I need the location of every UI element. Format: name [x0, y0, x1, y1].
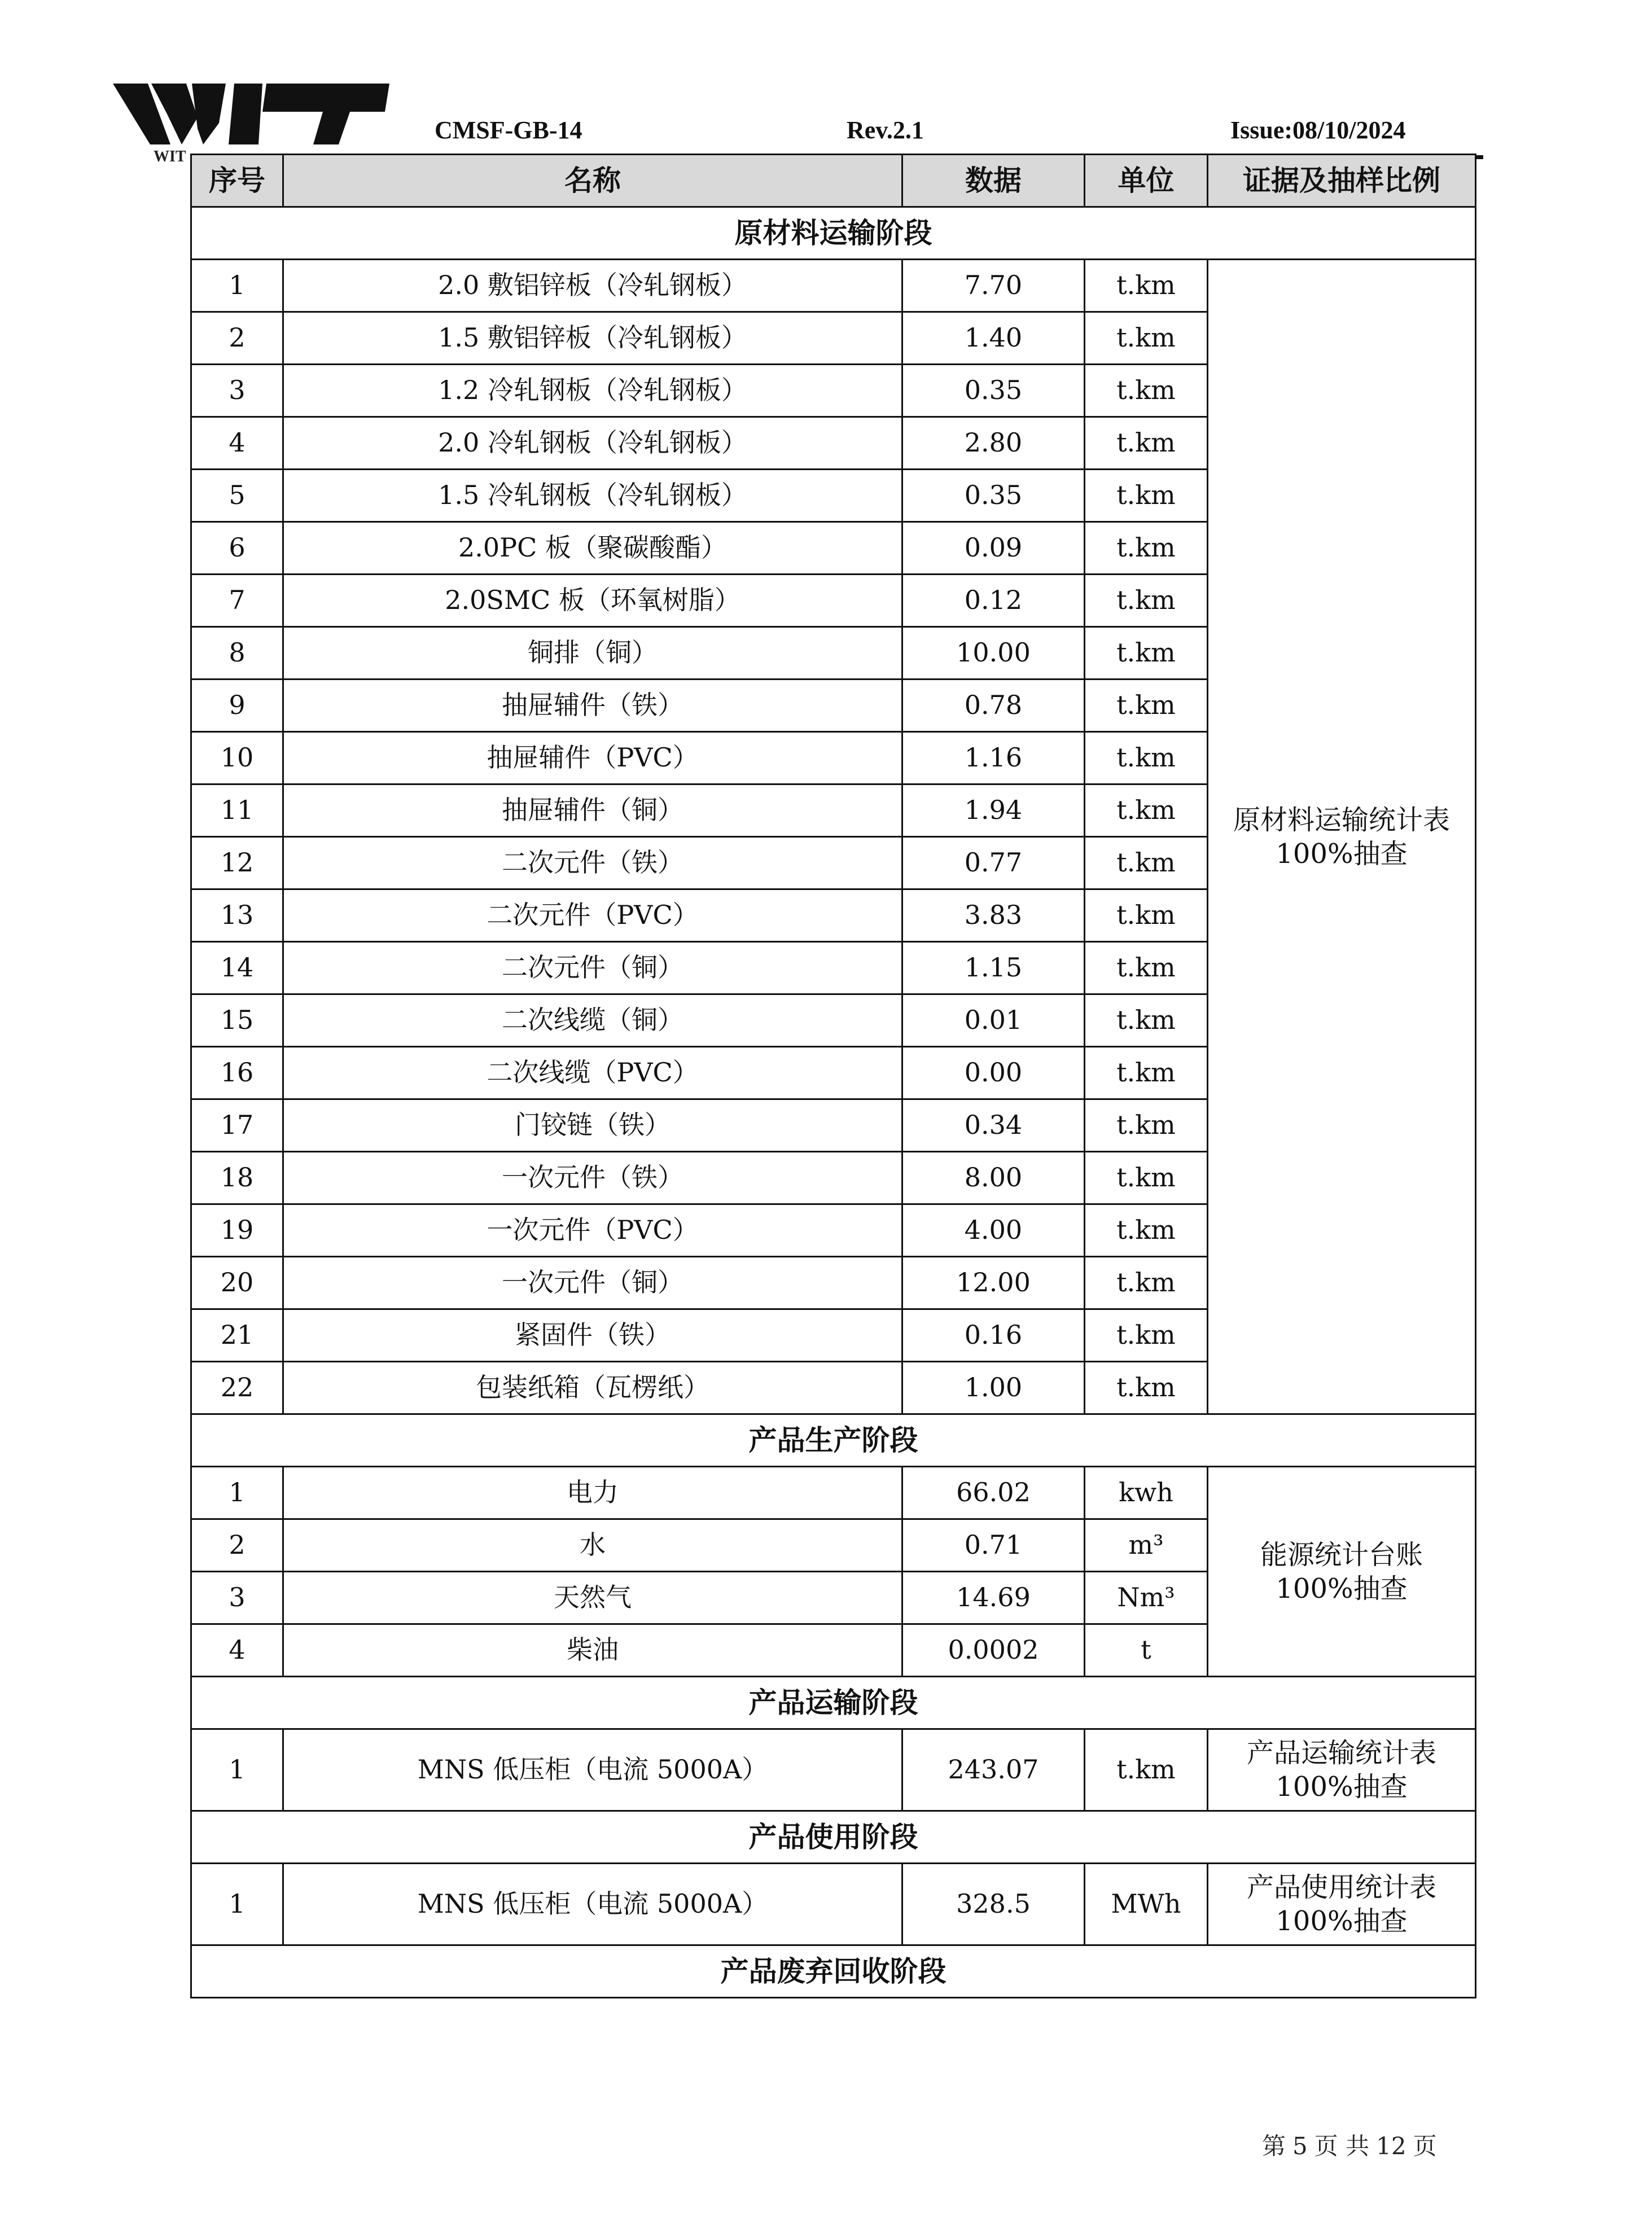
item-value: 0.16 [902, 1309, 1085, 1362]
item-value: 3.83 [902, 889, 1085, 942]
item-name: MNS 低压柜（电流 5000A） [283, 1729, 902, 1811]
item-value: 243.07 [902, 1729, 1085, 1811]
evidence-cell [1208, 1729, 1476, 1811]
item-value: 0.71 [902, 1519, 1085, 1572]
row-number: 1 [191, 1864, 283, 1945]
item-value: 4.00 [902, 1204, 1085, 1257]
item-name: 二次元件（铁） [283, 837, 902, 889]
issue-date: Issue:08/10/2024 [1230, 116, 1406, 144]
evidence-cell [1208, 260, 1476, 1414]
item-name: 1.5 冷轧钢板（冷轧钢板） [283, 470, 902, 522]
row-number: 7 [191, 575, 283, 627]
item-name: 柴油 [283, 1624, 902, 1677]
item-name: 天然气 [283, 1572, 902, 1624]
row-number: 15 [191, 994, 283, 1047]
stage-row [191, 1811, 1476, 1864]
item-unit: m³ [1085, 1519, 1208, 1572]
row-number: 21 [191, 1309, 283, 1362]
page-footer [1259, 2128, 1440, 2162]
footer-suffix: 页 [1413, 2132, 1437, 2160]
item-name: 一次元件（铁） [283, 1152, 902, 1204]
item-unit: t.km [1085, 994, 1208, 1047]
revision-label: Rev.2.1 [847, 116, 924, 144]
evidence-line: 100%抽查 [1276, 1572, 1408, 1605]
item-value: 1.16 [902, 732, 1085, 784]
page-number: 5 [1292, 2132, 1308, 2160]
row-number: 20 [191, 1257, 283, 1309]
item-name: 抽屉辅件（铜） [283, 784, 902, 837]
item-name: 门铰链（铁） [283, 1099, 902, 1152]
evidence-line: 产品运输统计表 [1246, 1737, 1436, 1769]
item-unit: t.km [1085, 575, 1208, 627]
evidence-line: 产品使用统计表 [1246, 1871, 1436, 1903]
item-unit: t.km [1085, 1152, 1208, 1204]
item-value: 0.35 [902, 470, 1085, 522]
table-body [191, 207, 1476, 1998]
item-value: 0.12 [902, 575, 1085, 627]
item-name: 水 [283, 1519, 902, 1572]
item-value: 1.94 [902, 784, 1085, 837]
item-unit: MWh [1085, 1864, 1208, 1945]
item-value: 0.01 [902, 994, 1085, 1047]
item-value: 0.0002 [902, 1624, 1085, 1677]
total-pages: 12 [1376, 2132, 1406, 2160]
footer-middle: 页 共 [1314, 2132, 1370, 2160]
item-unit: t.km [1085, 627, 1208, 680]
table-row [191, 260, 1476, 312]
item-unit: t.km [1085, 1099, 1208, 1152]
item-name: 2.0SMC 板（环氧树脂） [283, 575, 902, 627]
row-number: 14 [191, 942, 283, 994]
item-value: 0.09 [902, 522, 1085, 575]
row-number: 2 [191, 312, 283, 365]
item-name: 电力 [283, 1467, 902, 1519]
row-number: 17 [191, 1099, 283, 1152]
item-name: 2.0 敷铝锌板（冷轧钢板） [283, 260, 902, 312]
item-value: 12.00 [902, 1257, 1085, 1309]
table-row [191, 1729, 1476, 1811]
row-number: 1 [191, 260, 283, 312]
row-number: 1 [191, 1729, 283, 1811]
item-name: 二次线缆（铜） [283, 994, 902, 1047]
item-name: 包装纸箱（瓦楞纸） [283, 1362, 902, 1414]
evidence-cell [1208, 1467, 1476, 1677]
item-unit: t [1085, 1624, 1208, 1677]
item-value: 0.34 [902, 1099, 1085, 1152]
item-unit: t.km [1085, 470, 1208, 522]
stage-row [191, 1414, 1476, 1467]
footer-prefix: 第 [1262, 2132, 1286, 2160]
row-number: 6 [191, 522, 283, 575]
logo-subtext: WIT [154, 148, 186, 165]
row-number: 11 [191, 784, 283, 837]
item-unit: t.km [1085, 312, 1208, 365]
item-value: 0.00 [902, 1047, 1085, 1099]
item-unit: t.km [1085, 522, 1208, 575]
stage-title: 原材料运输阶段 [191, 207, 1476, 260]
item-value: 1.15 [902, 942, 1085, 994]
item-name: MNS 低压柜（电流 5000A） [283, 1864, 902, 1945]
item-unit: t.km [1085, 837, 1208, 889]
item-value: 0.35 [902, 365, 1085, 417]
item-unit: t.km [1085, 1047, 1208, 1099]
item-unit: t.km [1085, 1257, 1208, 1309]
item-name: 一次元件（PVC） [283, 1204, 902, 1257]
item-value: 7.70 [902, 260, 1085, 312]
evidence-line: 100%抽查 [1276, 838, 1408, 870]
row-number: 4 [191, 1624, 283, 1677]
col-header-unit: 单位 [1085, 155, 1208, 207]
row-number: 2 [191, 1519, 283, 1572]
item-name: 二次线缆（PVC） [283, 1047, 902, 1099]
evidence-line: 能源统计台账 [1260, 1539, 1423, 1571]
stage-title: 产品废弃回收阶段 [191, 1945, 1476, 1998]
item-value: 0.78 [902, 680, 1085, 732]
row-number: 16 [191, 1047, 283, 1099]
item-unit: t.km [1085, 260, 1208, 312]
evidence-line: 100%抽查 [1276, 1771, 1408, 1803]
item-name: 二次元件（PVC） [283, 889, 902, 942]
item-value: 1.00 [902, 1362, 1085, 1414]
row-number: 13 [191, 889, 283, 942]
item-value: 66.02 [902, 1467, 1085, 1519]
item-value: 328.5 [902, 1864, 1085, 1945]
stage-row [191, 207, 1476, 260]
item-unit: t.km [1085, 417, 1208, 470]
item-name: 2.0 冷轧钢板（冷轧钢板） [283, 417, 902, 470]
item-unit: t.km [1085, 889, 1208, 942]
evidence-cell [1208, 1864, 1476, 1945]
item-unit: kwh [1085, 1467, 1208, 1519]
item-value: 14.69 [902, 1572, 1085, 1624]
row-number: 19 [191, 1204, 283, 1257]
item-value: 2.80 [902, 417, 1085, 470]
item-name: 二次元件（铜） [283, 942, 902, 994]
item-unit: t.km [1085, 942, 1208, 994]
row-number: 10 [191, 732, 283, 784]
header-row [191, 155, 1476, 207]
item-name: 铜排（铜） [283, 627, 902, 680]
row-number: 22 [191, 1362, 283, 1414]
item-name: 一次元件（铜） [283, 1257, 902, 1309]
item-unit: t.km [1085, 732, 1208, 784]
stage-row [191, 1945, 1476, 1998]
item-value: 10.00 [902, 627, 1085, 680]
item-value: 1.40 [902, 312, 1085, 365]
item-name: 2.0PC 板（聚碳酸酯） [283, 522, 902, 575]
stage-title: 产品生产阶段 [191, 1414, 1476, 1467]
row-number: 1 [191, 1467, 283, 1519]
stage-row [191, 1677, 1476, 1729]
item-unit: t.km [1085, 365, 1208, 417]
row-number: 9 [191, 680, 283, 732]
item-name: 1.2 冷轧钢板（冷轧钢板） [283, 365, 902, 417]
item-unit: t.km [1085, 1309, 1208, 1362]
item-value: 8.00 [902, 1152, 1085, 1204]
row-number: 8 [191, 627, 283, 680]
col-header-value: 数据 [902, 155, 1085, 207]
col-header-name: 名称 [283, 155, 902, 207]
row-number: 3 [191, 1572, 283, 1624]
row-number: 4 [191, 417, 283, 470]
evidence-line: 100%抽查 [1276, 1905, 1408, 1937]
item-unit: t.km [1085, 784, 1208, 837]
document-code: CMSF-GB-14 [435, 116, 582, 144]
row-number: 5 [191, 470, 283, 522]
item-name: 抽屉辅件（铁） [283, 680, 902, 732]
row-number: 3 [191, 365, 283, 417]
table-row [191, 1864, 1476, 1945]
col-header-evidence: 证据及抽样比例 [1208, 155, 1476, 207]
item-unit: t.km [1085, 1362, 1208, 1414]
table-row [191, 1467, 1476, 1519]
stage-title: 产品运输阶段 [191, 1677, 1476, 1729]
item-unit: Nm³ [1085, 1572, 1208, 1624]
evidence-line: 原材料运输统计表 [1233, 804, 1450, 836]
item-unit: t.km [1085, 680, 1208, 732]
row-number: 12 [191, 837, 283, 889]
data-table [190, 154, 1476, 1998]
item-name: 抽屉辅件（PVC） [283, 732, 902, 784]
item-value: 0.77 [902, 837, 1085, 889]
item-unit: t.km [1085, 1729, 1208, 1811]
col-header-no: 序号 [191, 155, 283, 207]
row-number: 18 [191, 1152, 283, 1204]
item-name: 1.5 敷铝锌板（冷轧钢板） [283, 312, 902, 365]
item-unit: t.km [1085, 1204, 1208, 1257]
item-name: 紧固件（铁） [283, 1309, 902, 1362]
stage-title: 产品使用阶段 [191, 1811, 1476, 1864]
